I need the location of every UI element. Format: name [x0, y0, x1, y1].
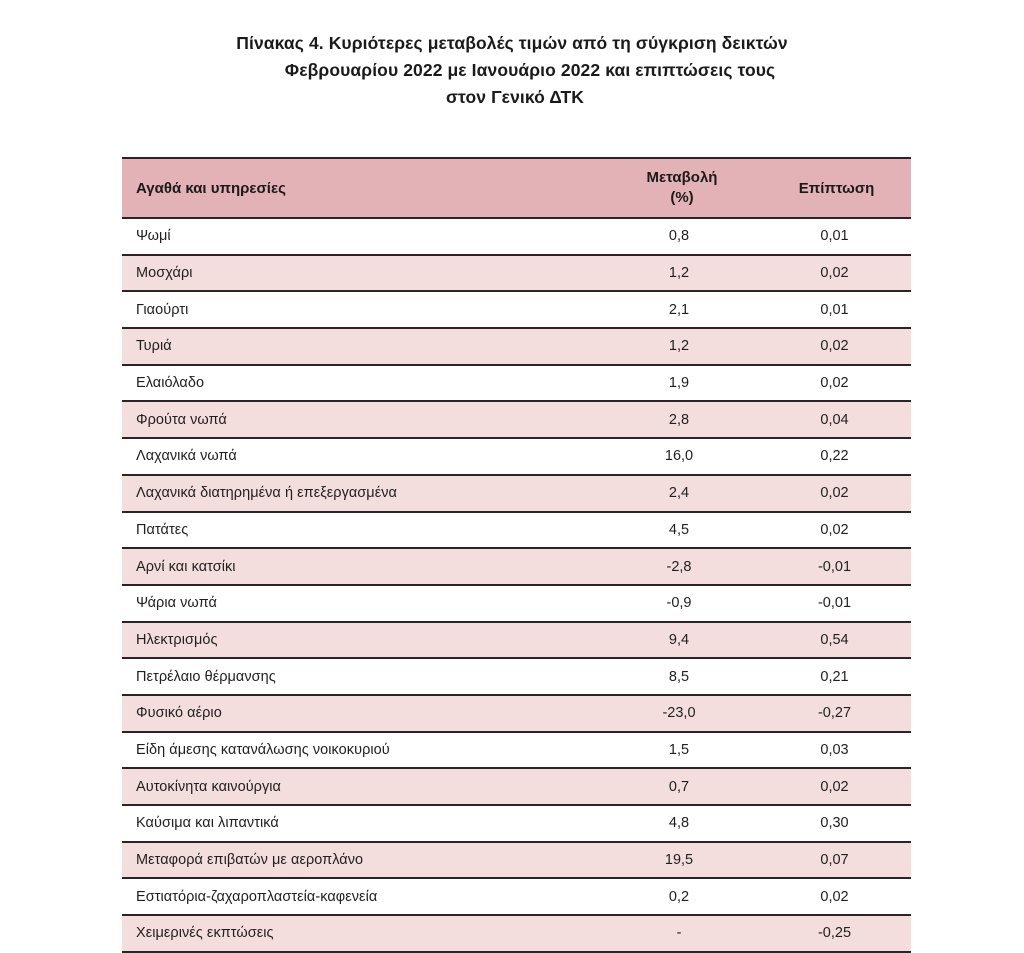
table-title [0, 0, 1024, 111]
title-line-1: Πίνακας 4. Κυριότερες μεταβολές τιμών από τη σύγκριση δεικτών [236, 33, 788, 53]
cell-impact: 0,02 [762, 768, 911, 805]
cell-goods-service-name: Λαχανικά νωπά [122, 438, 602, 475]
cell-impact: 0,22 [762, 438, 911, 475]
cell-impact: 0,21 [762, 658, 911, 695]
cell-impact: 0,02 [762, 365, 911, 402]
title-line-3: στον Γενικό ΔΤΚ [445, 87, 585, 107]
cell-impact: 0,03 [762, 732, 911, 769]
table-row [122, 695, 911, 732]
cell-impact: 0,02 [762, 512, 911, 549]
cell-goods-service-name: Μεταφορά επιβατών με αεροπλάνο [122, 842, 602, 879]
table-row [122, 291, 911, 328]
cell-goods-service-name: Είδη άμεσης κατανάλωσης νοικοκυριού [122, 732, 602, 769]
cell-goods-service-name: Πατάτες [122, 512, 602, 549]
column-header-impact: Επίπτωση [762, 158, 911, 218]
cell-change-percent: 2,1 [602, 291, 762, 328]
cell-change-percent: 1,2 [602, 328, 762, 365]
table-row [122, 438, 911, 475]
cell-goods-service-name: Πετρέλαιο θέρμανσης [122, 658, 602, 695]
column-header-change [602, 158, 762, 218]
table-row [122, 768, 911, 805]
table-row [122, 512, 911, 549]
table-row [122, 915, 911, 952]
cell-impact: 0,04 [762, 401, 911, 438]
cell-goods-service-name: Μοσχάρι [122, 255, 602, 292]
price-changes-table [122, 157, 911, 953]
table-row [122, 878, 911, 915]
cell-goods-service-name: Φρούτα νωπά [122, 401, 602, 438]
cell-impact: 0,02 [762, 878, 911, 915]
cell-goods-service-name: Λαχανικά διατηρημένα ή επεξεργασμένα [122, 475, 602, 512]
column-header-goods-services: Αγαθά και υπηρεσίες [122, 158, 602, 218]
cell-change-percent: 1,2 [602, 255, 762, 292]
cell-change-percent: 0,7 [602, 768, 762, 805]
table-row [122, 365, 911, 402]
cell-impact: 0,02 [762, 328, 911, 365]
table-row [122, 658, 911, 695]
table-row [122, 328, 911, 365]
table-row [122, 732, 911, 769]
cell-change-percent: 9,4 [602, 622, 762, 659]
cell-impact: 0,30 [762, 805, 911, 842]
price-changes-table-container [122, 157, 911, 953]
table-row [122, 548, 911, 585]
cell-goods-service-name: Καύσιμα και λιπαντικά [122, 805, 602, 842]
table-row [122, 622, 911, 659]
table-header [122, 158, 911, 218]
cell-impact: 0,54 [762, 622, 911, 659]
cell-change-percent: 2,4 [602, 475, 762, 512]
cell-impact: -0,25 [762, 915, 911, 952]
title-line-2: Φεβρουαρίου 2022 με Ιανουάριο 2022 και επιπτώσεις τους [284, 60, 776, 80]
cell-change-percent: 16,0 [602, 438, 762, 475]
table-row [122, 585, 911, 622]
cell-impact: 0,01 [762, 291, 911, 328]
cell-goods-service-name: Ηλεκτρισμός [122, 622, 602, 659]
cell-change-percent: - [602, 915, 762, 952]
table-body [122, 218, 911, 952]
cell-impact: 0,02 [762, 255, 911, 292]
cell-goods-service-name: Φυσικό αέριο [122, 695, 602, 732]
table-row [122, 255, 911, 292]
cell-change-percent: 2,8 [602, 401, 762, 438]
cell-impact: 0,02 [762, 475, 911, 512]
cell-change-percent: 4,8 [602, 805, 762, 842]
cell-change-percent: 8,5 [602, 658, 762, 695]
cell-goods-service-name: Γιαούρτι [122, 291, 602, 328]
cell-goods-service-name: Ελαιόλαδο [122, 365, 602, 402]
cell-goods-service-name: Αρνί και κατσίκι [122, 548, 602, 585]
column-header-change-label: Μεταβολή [646, 169, 718, 186]
cell-goods-service-name: Τυριά [122, 328, 602, 365]
cell-goods-service-name: Εστιατόρια-ζαχαροπλαστεία-καφενεία [122, 878, 602, 915]
column-header-change-unit: (%) [670, 189, 694, 206]
cell-goods-service-name: Χειμερινές εκπτώσεις [122, 915, 602, 952]
cell-impact: 0,07 [762, 842, 911, 879]
cell-change-percent: 0,8 [602, 218, 762, 255]
cell-goods-service-name: Αυτοκίνητα καινούργια [122, 768, 602, 805]
cell-impact: -0,01 [762, 585, 911, 622]
table-row [122, 842, 911, 879]
table-row [122, 475, 911, 512]
cell-impact: -0,27 [762, 695, 911, 732]
cell-change-percent: 0,2 [602, 878, 762, 915]
cell-impact: 0,01 [762, 218, 911, 255]
cell-impact: -0,01 [762, 548, 911, 585]
table-header-row [122, 158, 911, 218]
table-row [122, 805, 911, 842]
table-row [122, 401, 911, 438]
table-row [122, 218, 911, 255]
cell-change-percent: 4,5 [602, 512, 762, 549]
cell-change-percent: -23,0 [602, 695, 762, 732]
cell-change-percent: -2,8 [602, 548, 762, 585]
cell-change-percent: 1,5 [602, 732, 762, 769]
cell-change-percent: -0,9 [602, 585, 762, 622]
cell-goods-service-name: Ψωμί [122, 218, 602, 255]
cell-change-percent: 19,5 [602, 842, 762, 879]
cell-change-percent: 1,9 [602, 365, 762, 402]
cell-goods-service-name: Ψάρια νωπά [122, 585, 602, 622]
